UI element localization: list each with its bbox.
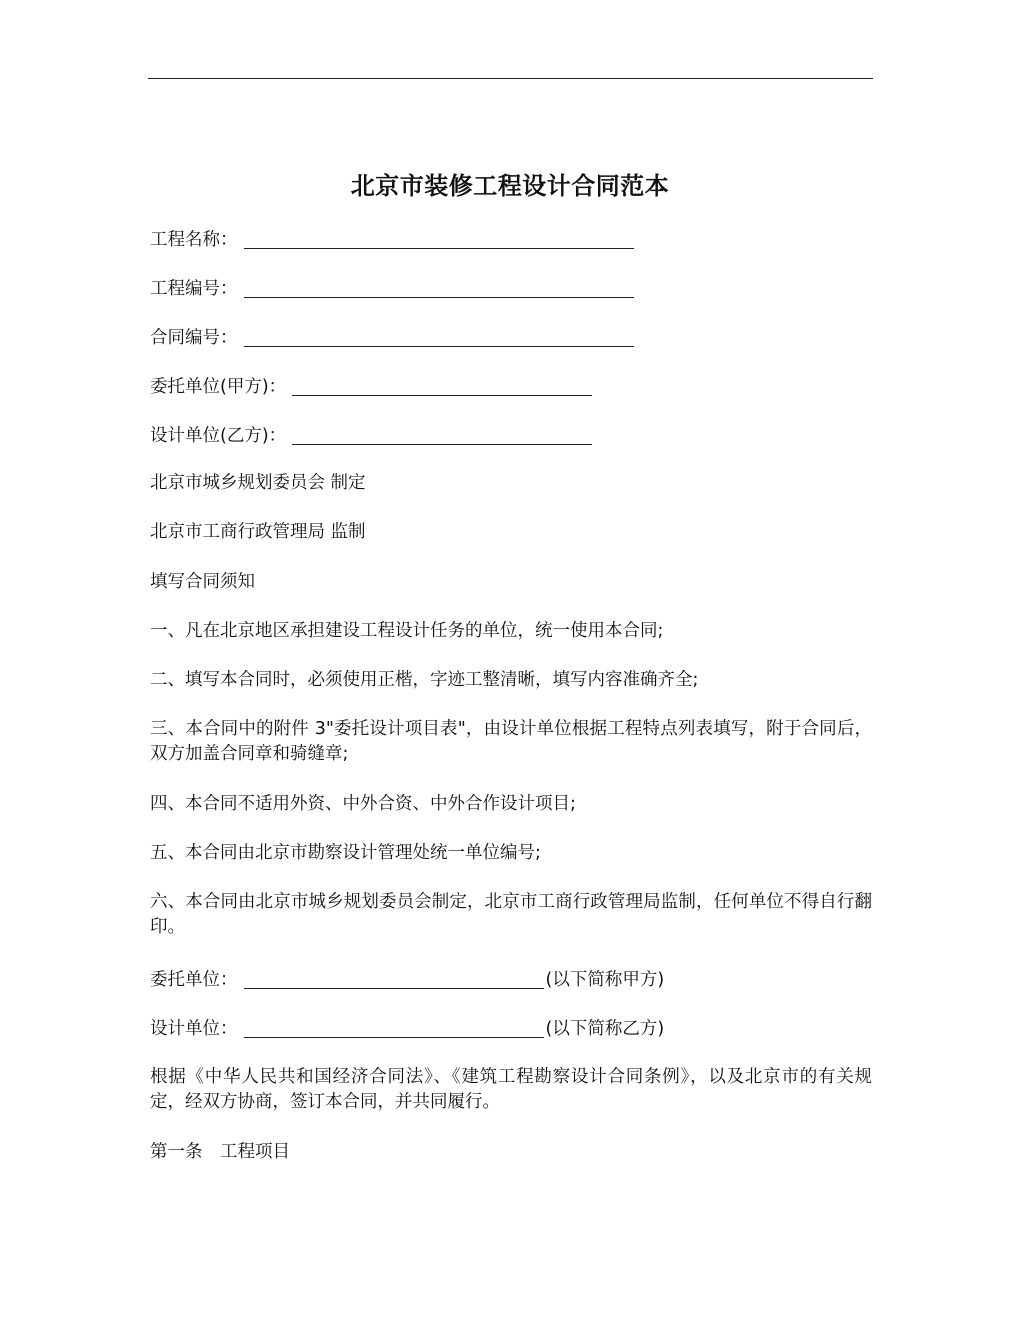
party-b-line [150, 1015, 875, 1042]
project-number-label: 工程编号： [150, 279, 238, 299]
notice-item: 五、本合同由北京市勘察设计管理处统一单位编号; [150, 843, 541, 863]
contract-number-label: 合同编号： [150, 328, 238, 348]
party-a-blank[interactable] [244, 970, 544, 989]
party-a-line [150, 966, 875, 993]
project-number-field [150, 275, 875, 302]
designer-label: 设计单位(乙方)： [150, 426, 287, 446]
party-b-label: 设计单位： [150, 1019, 238, 1039]
header-rule [148, 78, 873, 79]
supervisor-line: 北京市工商行政管理局 监制 [150, 522, 366, 542]
project-name-field [150, 226, 875, 253]
document-title: 北京市装修工程设计合同范本 [350, 171, 670, 200]
contract-number-blank[interactable] [244, 328, 634, 347]
project-number-blank[interactable] [244, 279, 634, 298]
notice-item: 一、凡在北京地区承担建设工程设计任务的单位，统一使用本合同; [150, 621, 664, 641]
designer-blank[interactable] [292, 426, 592, 445]
client-label: 委托单位(甲方)： [150, 377, 287, 397]
designer-field [150, 422, 875, 449]
notice-item: 六、本合同由北京市城乡规划委员会制定，北京市工商行政管理局监制，任何单位不得自行翻印。 [150, 892, 872, 937]
notice-heading: 填写合同须知 [150, 572, 255, 592]
party-a-suffix: (以下简称甲方) [545, 970, 665, 990]
party-b-blank[interactable] [244, 1019, 544, 1038]
party-a-label: 委托单位： [150, 970, 238, 990]
article-1-heading: 第一条 工程项目 [150, 1142, 290, 1162]
notice-item: 二、填写本合同时，必须使用正楷，字迹工整清晰，填写内容准确齐全; [150, 670, 699, 690]
contract-number-field [150, 324, 875, 351]
notice-item: 三、本合同中的附件 3"委托设计项目表"，由设计单位根据工程特点列表填写，附于合同后，双方加盖合同章和骑缝章; [150, 719, 872, 764]
client-field [150, 373, 875, 400]
client-blank[interactable] [292, 377, 592, 396]
project-name-blank[interactable] [244, 230, 634, 249]
issuer-line: 北京市城乡规划委员会 制定 [150, 473, 366, 493]
preamble-paragraph: 根据《中华人民共和国经济合同法》、《建筑工程勘察设计合同条例》，以及北京市的有关规定，经双方协商，签订本合同，并共同履行。 [150, 1067, 872, 1112]
notice-item: 四、本合同不适用外资、中外合资、中外合作设计项目; [150, 794, 576, 814]
party-b-suffix: (以下简称乙方) [545, 1019, 665, 1039]
project-name-label: 工程名称： [150, 230, 238, 250]
